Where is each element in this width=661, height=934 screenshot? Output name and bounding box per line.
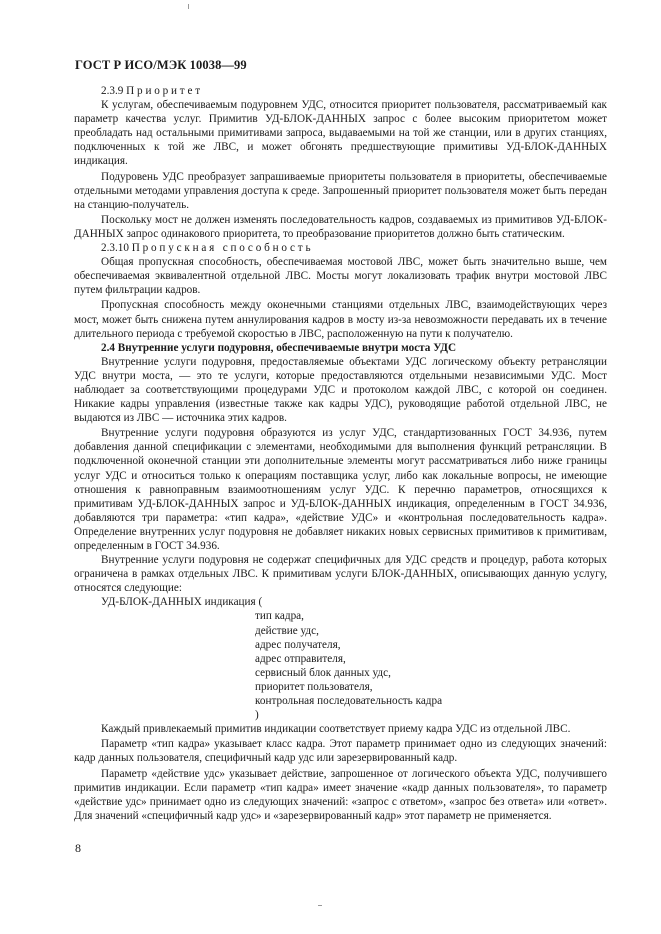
- paragraph: Подуровень УДС преобразует запрашиваемые приоритеты пользователя в приоритеты, обеспечиваемые отдельными методами управления доступа к среде. Запрошенный приоритет пользователя может быть передан на станцию-получатель.: [74, 170, 607, 211]
- primitive-parameter-list: [74, 609, 607, 722]
- standard-header: ГОСТ Р ИСО/МЭК 10038—99: [75, 58, 247, 72]
- primitive-parameter: действие удс,: [255, 624, 319, 637]
- paragraph: Внутренние услуги подуровня не содержат специфичных для УДС средств и процедур, работа которых ограничена в рамках отдельных ЛВС. К примитивам услуги БЛОК-ДАННЫХ, описывающих данную услугу, относятся следующие:: [74, 554, 607, 595]
- section-title: Пропускная способность: [131, 242, 314, 255]
- paragraph: К услугам, обеспечиваемым подуровнем УДС, относится приоритет пользователя, рассматриваемый как параметр качества услуг. Примитив УД-БЛОК-ДАННЫХ запрос с более высоким приоритетом может преобладать над остальными примитивами запроса, выдаваемыми на той же станции, или в других станциях, подключенных к той же ЛВС, и может обгонять предшествующие примитивы УД-БЛОК-ДАННЫХ индикация.: [74, 99, 607, 168]
- primitive-close-paren: ): [255, 709, 259, 722]
- document-body: [74, 84, 607, 823]
- paragraph: Каждый привлекаемый примитив индикации соответствует приему кадра УДС из отдельной ЛВС.: [101, 723, 571, 736]
- paragraph: Поскольку мост не должен изменять последовательность кадров, создаваемых из примитивов УД-БЛОК-ДАННЫХ запрос одинакового приоритета, то преобразование приоритетов должно быть статическим.: [74, 213, 607, 240]
- section-number: 2.3.10: [101, 242, 129, 255]
- primitive-parameter: приоритет пользователя,: [255, 680, 373, 693]
- scan-mark: [318, 905, 322, 906]
- paragraph: Параметр «тип кадра» указывает класс кадра. Этот параметр принимает одно из следующих значений: кадр данных пользователя, специфичный кадр удс или зарезервированный кадр.: [74, 738, 607, 765]
- paragraph: Внутренние услуги подуровня образуются из услуг УДС, стандартизованных ГОСТ 34.936, путем добавления данной спецификации с элементами, необходимыми для выполнения функций ретрансляции. В подключенной оконечной станции эти дополнительные элементы могут рассматриваться либо ниже границы услуг УДС и относиться только к операциям поставщика услуг, либо как локальные вопросы, не имеющие отношения к равноправным взаимоотношениям услуг УДС. К перечню параметров, относящихся к примитивам УД-БЛОК-ДАННЫХ запрос и УД-БЛОК-ДАННЫХ индикация, определенным в ГОСТ 34.936, добавляются три параметра: «тип кадра», «действие УДС» и «контрольная последовательность кадра». Определение внутренних услуг подуровня не добавляет никаких новых сервисных примитивов к примитивам, определенным в ГОСТ 34.936.: [74, 427, 607, 552]
- primitive-parameter: адрес отправителя,: [255, 652, 346, 665]
- paragraph: Параметр «действие удс» указывает действие, запрошенное от логического объекта УДС, получившего примитив индикации. Если параметр «тип кадра» имеет значение «кадр данных пользователя», то параметр «действие удс» принимает одно из следующих значений: «запрос с ответом», «запрос без ответа» или «ответ». Для значений «специфичный кадр удс» и «зарезервированный кадр» этот параметр не применяется.: [74, 767, 607, 822]
- page-number: 8: [75, 841, 81, 855]
- section-2-3-10-heading: [74, 241, 607, 255]
- section-number: 2.3.9: [101, 85, 124, 97]
- primitive-parameter: сервисный блок данных удс,: [255, 666, 391, 679]
- primitive-signature: УД-БЛОК-ДАННЫХ индикация (: [101, 596, 263, 609]
- paragraph: Общая пропускная способность, обеспечиваемая мостовой ЛВС, может быть значительно выше, чем обеспечиваемая эквивалентной отдельной ЛВС. Мосты могут локализовать трафик внутри мостовой ЛВС путем фильтрации кадров.: [74, 256, 607, 297]
- section-2-3-9-heading: [74, 84, 607, 98]
- scan-mark: [188, 4, 189, 9]
- section-2-4-heading: 2.4 Внутренние услуги подуровня, обеспечиваемые внутри моста УДС: [101, 341, 457, 354]
- section-title: Приоритет: [126, 85, 203, 97]
- paragraph: Пропускная способность между оконечными станциями отдельных ЛВС, взаимодействующих через мост, может быть снижена путем аннулирования кадров в мосту из-за невозможности передавать их в течение длительного периода с требуемой скоростью в ЛВС, расположенную на пути к получателю.: [74, 299, 607, 340]
- primitive-parameter: контрольная последовательность кадра: [255, 695, 443, 708]
- primitive-parameter: адрес получателя,: [255, 638, 341, 651]
- paragraph: Внутренние услуги подуровня, предоставляемые объектами УДС логическому объекту ретрансляции УДС внутри моста, — это те услуги, которые предоставляются отдельными независимыми УДС. Мост наблюдает за соответствующими процедурами УДС и протоколом каждой ЛВС, с которой он соединен. Никакие кадры управления (известные также как кадры УДС), руководящие работой отдельной ЛВС, не выдаются из ЛВС — источника этих кадров.: [74, 355, 607, 425]
- primitive-parameter: тип кадра,: [255, 610, 304, 623]
